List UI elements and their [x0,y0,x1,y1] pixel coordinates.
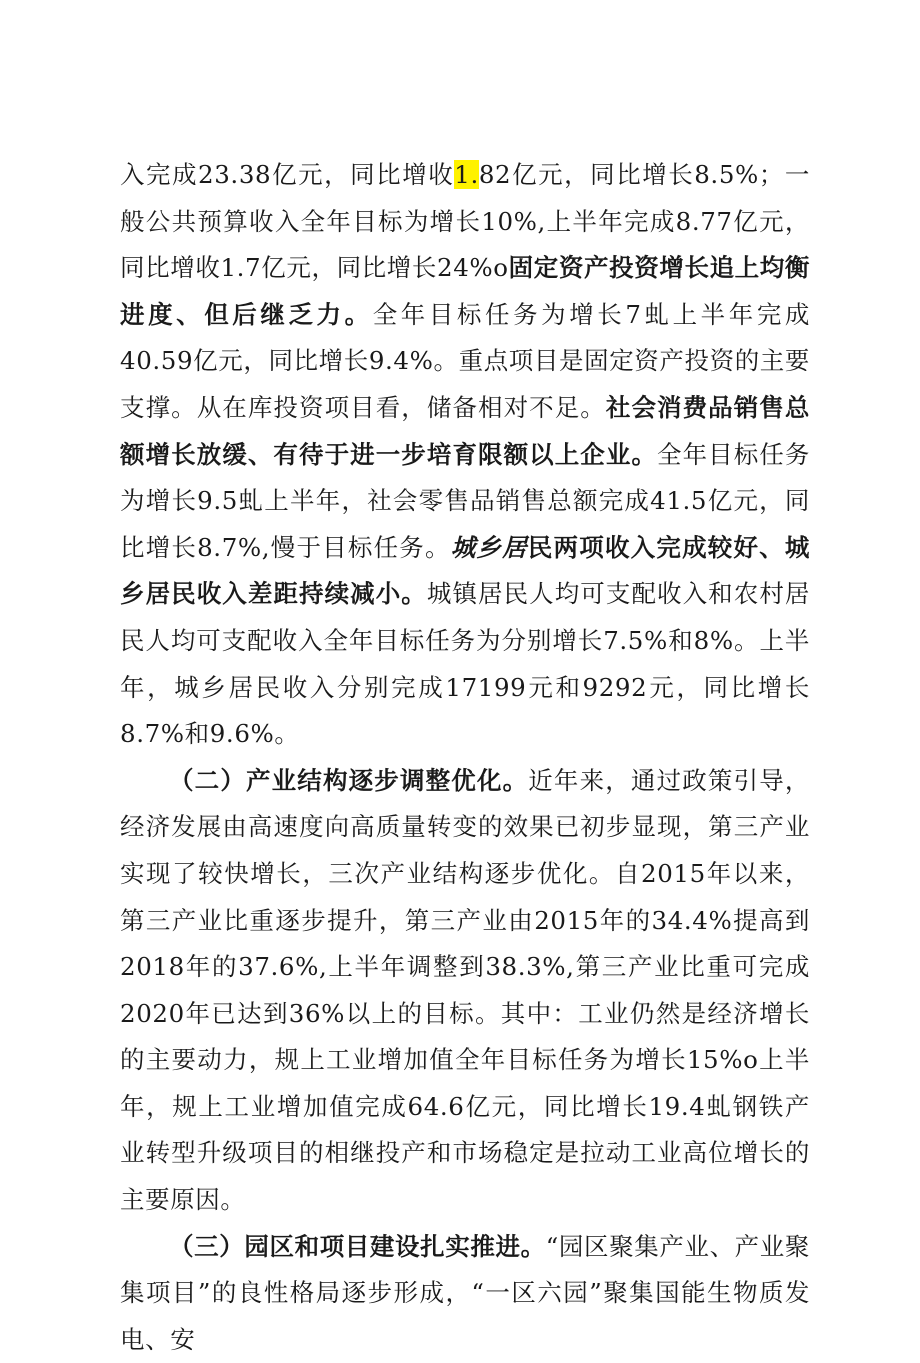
paragraph-economic-indicators [120,152,810,758]
paragraph-industrial-structure [120,758,810,1224]
bold-subheading-fixed-assets: 固定资产投资增长追上均衡进度、但后继乏力。 [120,253,811,329]
paragraph-parks-projects [120,1224,810,1363]
document-body [120,152,810,1363]
highlighted-text: 1. [454,160,479,189]
text-run: “园区聚集产业、产业聚集项目”的良性格局逐步形成，“一区六园”聚集国能生物质发电、安 [120,1231,811,1354]
text-run: 82亿元，同比增长8.5%；一般公共预算收入全年目标为增长10%,上半年完成8.77亿元，同比增收1.7亿元，同比增长24%o [120,160,811,283]
section-heading-3: （三）园区和项目建设扎实推进。 [169,1231,546,1261]
section-heading-2: （二）产业结构逐步调整优化。 [169,765,529,795]
bold-subheading-income: 民两项收入完成较好、城乡居民收入差距持续减小。 [120,532,810,609]
text-run: 全年目标任务为增长9.5虬上半年，社会零售品销售总额完成41.5亿元，同比增长8.7%,慢于目标任务。 [120,439,810,562]
text-run: 全年目标任务为增长7虬上半年完成40.59亿元，同比增长9.4%。重点项目是固定资产投资的主要支撑。从在库投资项目看，储备相对不足。 [120,299,811,422]
bold-subheading-consumer-sales: 社会消费品销售总额增长放缓、有待于进一步培育限额以上企业。 [120,392,810,469]
bold-italic-subheading-start: 城乡居 [450,532,528,562]
text-run: 城镇居民人均可支配收入和农村居民人均可支配收入全年目标任务为分别增长7.5%和8%。上半年，城乡居民收入分别完成17199元和9292元，同比增长8.7%和9.6%。 [120,579,810,749]
text-run: 入完成23.38亿元，同比增收 [120,160,455,189]
text-run: 近年来，通过政策引导，经济发展由高速度向高质量转变的效果已初步显现，第三产业实现了较快增长，三次产业结构逐步优化。自2015年以来，第三产业比重逐步提升，第三产业由2015年的34.4%提高到2018年的37.6%,上半年调整到38.3%,第三产业比重可完成2020年已达到36%以上的目标。其中：工业仍然是经济增长的主要动力，规上工业增加值全年目标任务为增长15%o上半年，规上工业增加值完成64.6亿元，同比增长19.4虬钢铁产业转型升级项目的相继投产和市场稳定是拉动工业高位增长的主要原因。 [120,765,810,1215]
